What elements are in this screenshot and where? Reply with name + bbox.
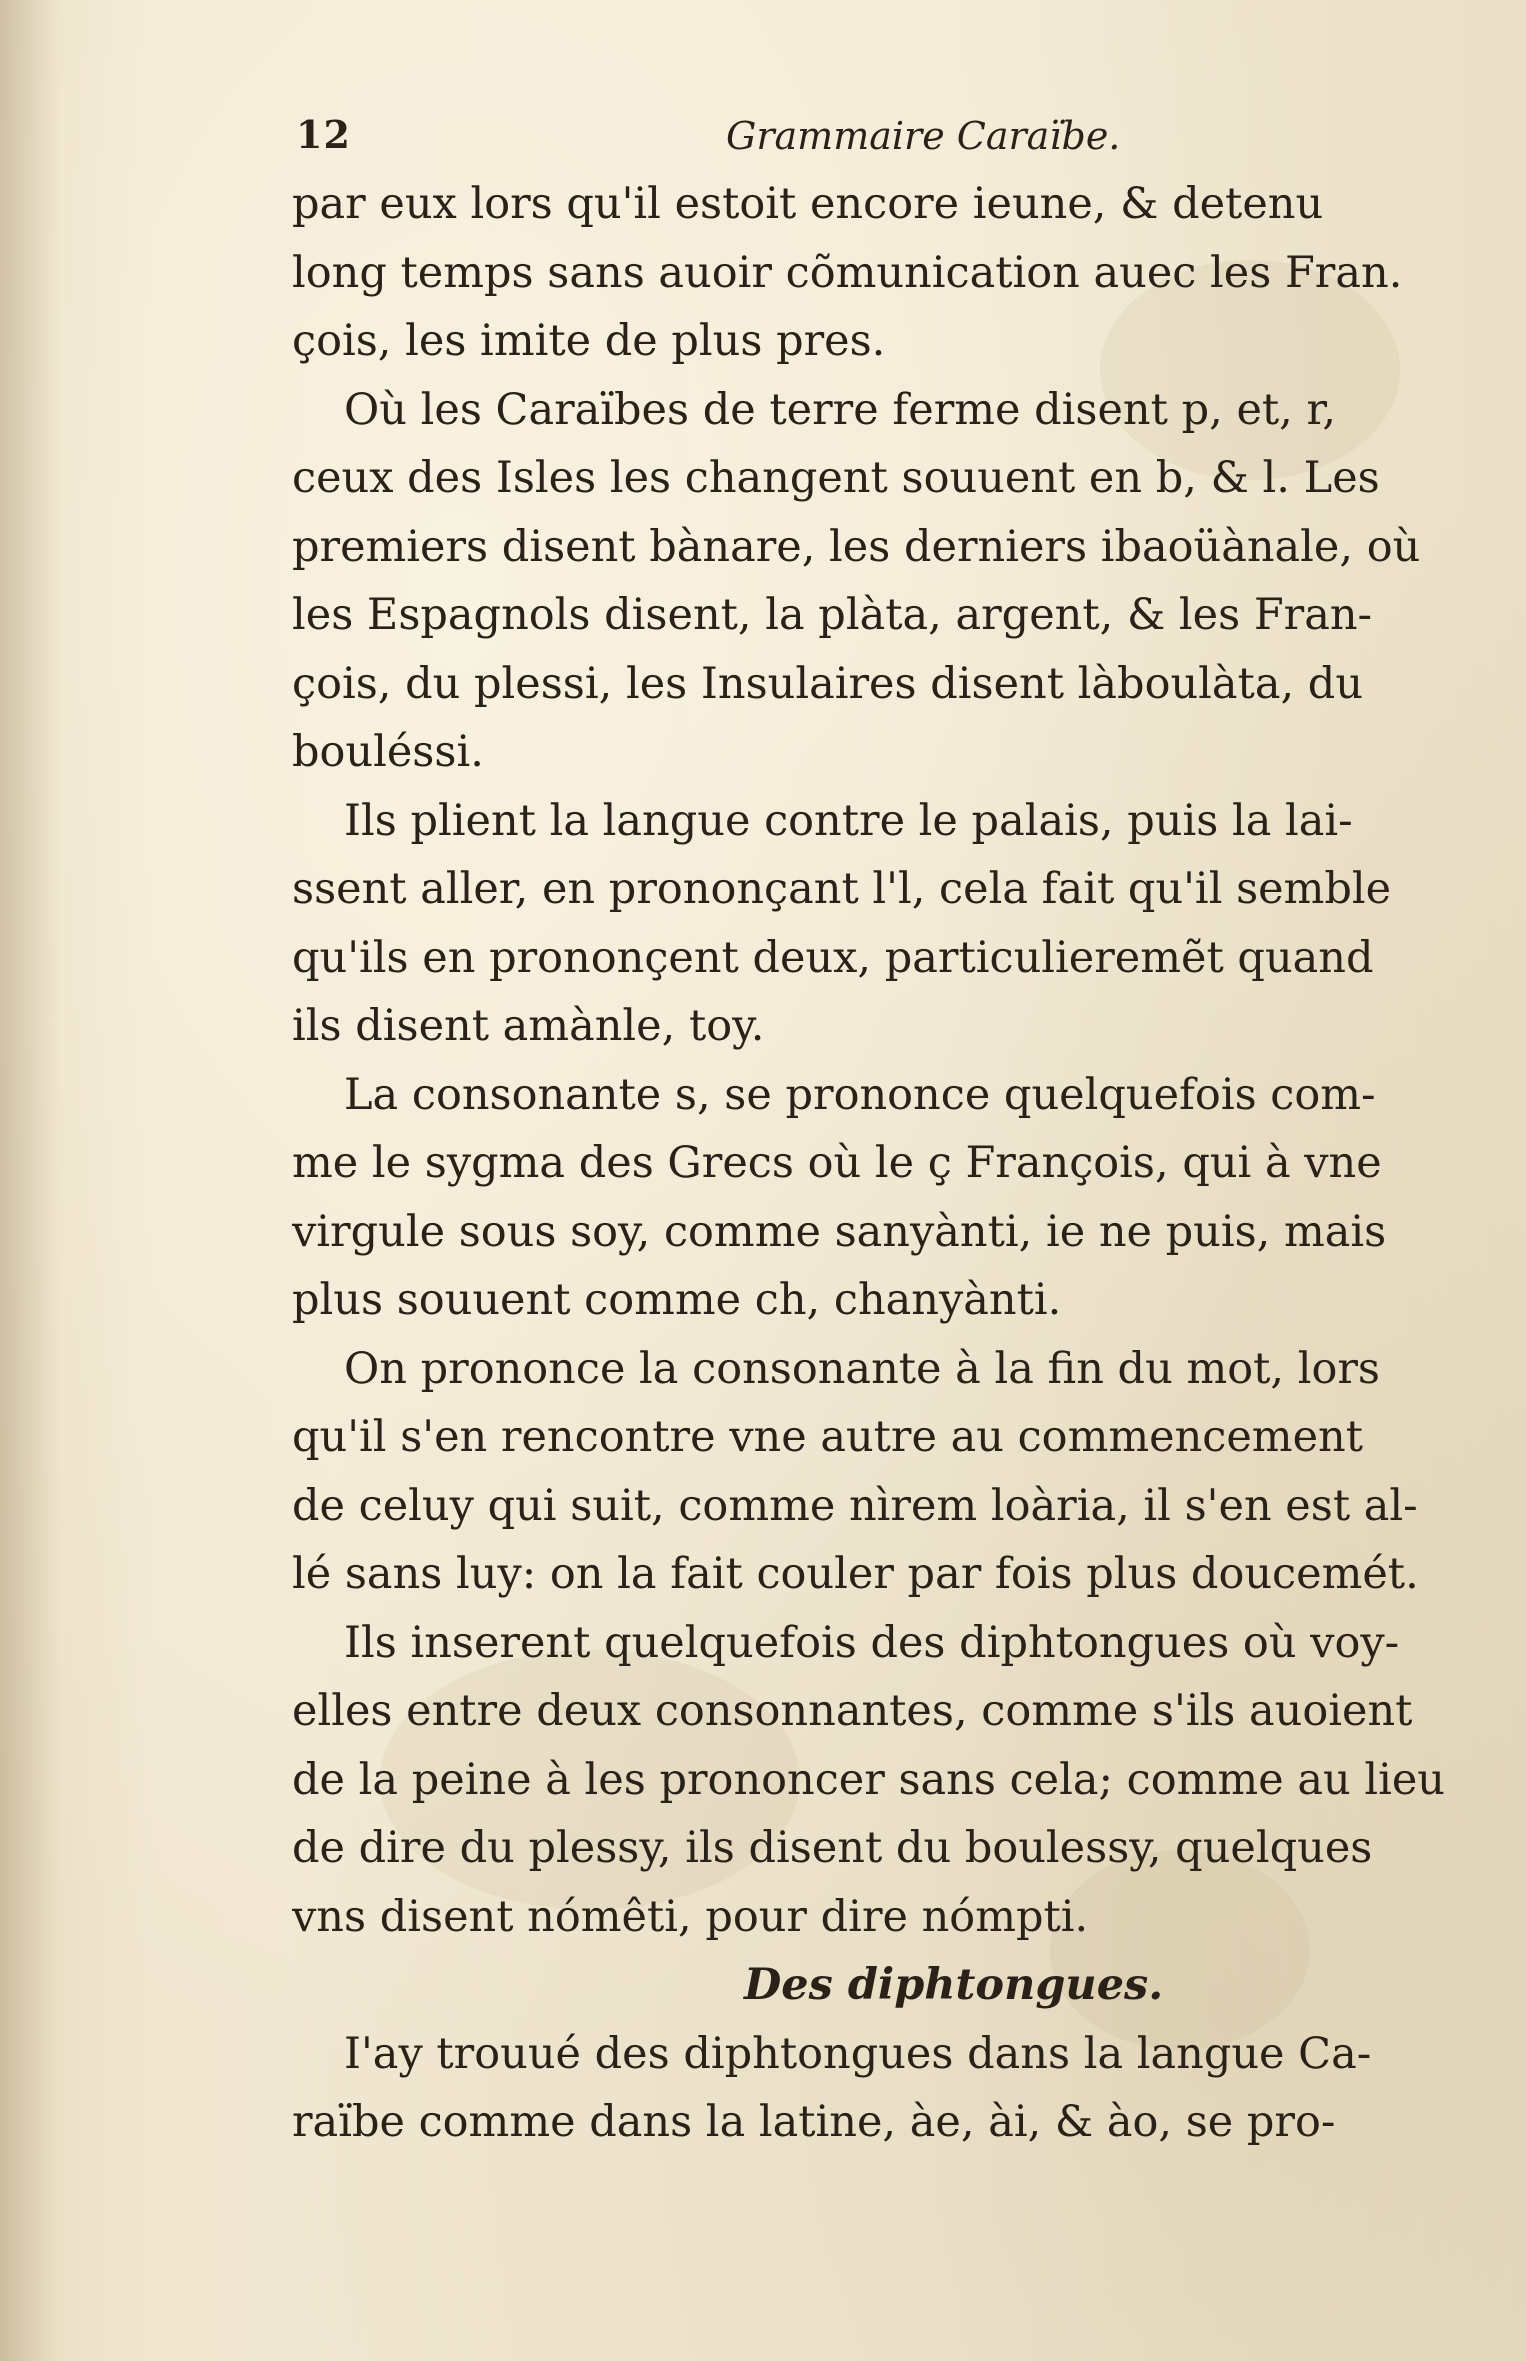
text-line: çois, du plessi, les Insulaires disent làboulàta, du bbox=[292, 658, 1364, 709]
text-line: me le sygma des Grecs où le ç François, qui à vne bbox=[292, 1138, 1382, 1188]
text-line: plus souuent comme ch, chanyànti. bbox=[292, 1275, 1062, 1325]
text-line: lé sans luy: on la fait couler par fois plus doucemét. bbox=[292, 1549, 1419, 1599]
text-line: de la peine à les prononcer sans cela; comme au lieu bbox=[292, 1754, 1445, 1805]
text-line: long temps sans auoir cõmunication auec les Fran. bbox=[292, 247, 1403, 298]
text-line: elles entre deux consonnantes, comme s'ils auoient bbox=[292, 1686, 1413, 1736]
text-line: Ils plient la langue contre le palais, puis la lai- bbox=[344, 795, 1353, 846]
text-line: virgule sous soy, comme sanyànti, ie ne puis, mais bbox=[292, 1206, 1387, 1257]
text-line: par eux lors qu'il estoit encore ieune, & detenu bbox=[292, 179, 1324, 229]
text-line: I'ay trouué des diphtongues dans la langue Ca- bbox=[344, 2028, 1372, 2079]
text-line: Ils inserent quelquefois des diphtongues où voy- bbox=[344, 1617, 1400, 1668]
text-line: Où les Caraïbes de terre ferme disent p, et, r, bbox=[344, 384, 1337, 435]
page-number: 12 bbox=[296, 112, 351, 157]
text-line: ssent aller, en prononçant l'l, cela fait qu'il semble bbox=[292, 864, 1392, 914]
text-line: premiers disent bànare, les derniers ibaoüànale, où bbox=[292, 521, 1421, 572]
body-text bbox=[292, 170, 1487, 2157]
text-line: les Espagnols disent, la plàta, argent, & les Fran- bbox=[292, 590, 1373, 640]
page-header bbox=[296, 112, 1486, 162]
text-line: qu'ils en prononçent deux, particulieremẽt quand bbox=[292, 932, 1374, 983]
text-line: bouléssi. bbox=[292, 727, 484, 777]
text-line: çois, les imite de plus pres. bbox=[292, 316, 886, 366]
text-line: La consonante s, se prononce quelquefois com- bbox=[344, 1069, 1376, 1120]
text-line: ceux des Isles les changent souuent en b, & l. Les bbox=[292, 453, 1380, 503]
running-title: Grammaire Caraïbe. bbox=[726, 114, 1121, 158]
text-line: de celuy qui suit, comme nìrem loària, il s'en est al- bbox=[292, 1480, 1418, 1531]
text-line: ils disent amànle, toy. bbox=[292, 1001, 765, 1051]
text-line: raïbe comme dans la latine, àe, ài, & ào, se pro- bbox=[292, 2097, 1336, 2147]
gutter-shadow bbox=[0, 0, 60, 2361]
text-line: de dire du plessy, ils disent du boulessy, quelques bbox=[292, 1823, 1373, 1873]
text-line: On prononce la consonante à la fin du mot, lors bbox=[344, 1343, 1380, 1394]
text-line: qu'il s'en rencontre vne autre au commencement bbox=[292, 1412, 1363, 1462]
section-heading: Des diphtongues. bbox=[744, 1960, 1164, 2010]
text-line: vns disent nómêti, pour dire nómpti. bbox=[292, 1891, 1089, 1942]
